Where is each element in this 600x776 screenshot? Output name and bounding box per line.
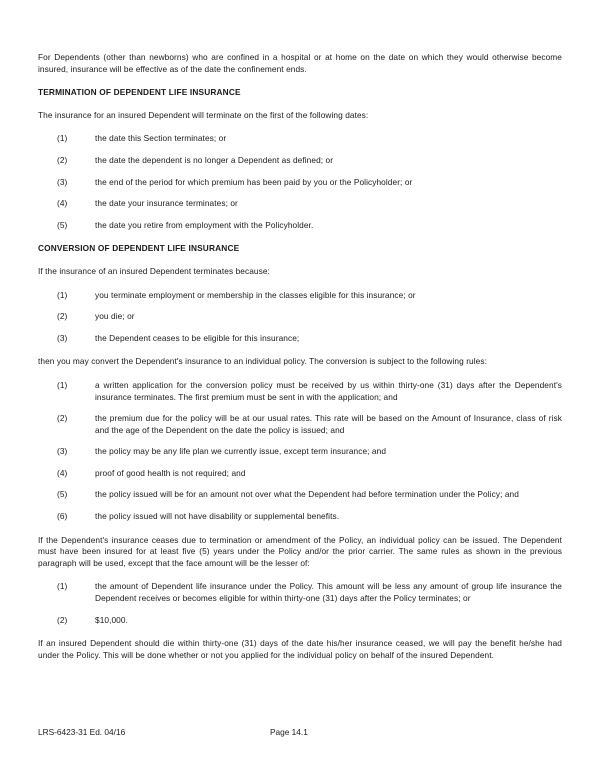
list-item-text: the end of the period for which premium has been paid by you or the Policyholder; or — [95, 176, 413, 187]
page-number: Page 14.1 — [270, 727, 308, 737]
conversion-cause-list — [38, 290, 562, 345]
list-marker: (4) — [57, 467, 68, 478]
termination-list — [38, 133, 562, 231]
conversion-rules-list — [38, 380, 562, 523]
list-item-text: you die; or — [95, 311, 135, 322]
list-item — [57, 220, 562, 232]
list-item — [57, 198, 562, 210]
intro-paragraph: For Dependents (other than newborns) who are confined in a hospital or at home on the date on which they would otherwise become insured, insurance will be effective as of the date the confinement ends. — [38, 52, 562, 74]
closing-paragraph: If an insured Dependent should die within thirty-one (31) days of the date his/her insurance ceased, we will pay the benefit he/she had under the Policy. This will be done whether or not you applied for the individual policy on behalf of the insured Dependent. — [38, 638, 562, 660]
form-number: LRS-6423-31 Ed. 04/16 — [38, 727, 126, 737]
spacer — [38, 344, 562, 356]
list-marker: (6) — [57, 511, 68, 522]
conversion-lead-in: If the insurance of an insured Dependent terminates because: — [38, 265, 270, 276]
list-item-text: $10,000. — [95, 614, 128, 625]
list-item-text: the date your insurance terminates; or — [95, 198, 238, 209]
spacer — [38, 523, 562, 535]
list-item-text: the date the dependent is no longer a Dependent as defined; or — [95, 154, 334, 165]
list-marker: (2) — [57, 413, 68, 424]
list-item — [57, 133, 562, 145]
termination-lead-in: The insurance for an insured Dependent will terminate on the first of the following dates: — [38, 109, 369, 120]
list-marker: (1) — [57, 289, 68, 300]
list-item — [57, 468, 562, 480]
list-item — [57, 581, 562, 604]
list-item-text: the amount of Dependent life insurance under the Policy. This amount will be less any amount of group life insurance the Dependent receives or becomes eligible for within thirty-one (31) days after the Policy terminates; or — [95, 581, 562, 604]
list-marker: (2) — [57, 311, 68, 322]
list-item-text: the policy issued will not have disability or supplemental benefits. — [95, 511, 340, 522]
spacer — [38, 569, 562, 581]
list-item-text: the premium due for the policy will be at our usual rates. This rate will be based on the Amount of Insurance, class of risk and the age of the Dependent on the date the policy is issued; and — [95, 413, 562, 435]
list-item — [57, 155, 562, 167]
spacer — [38, 278, 562, 290]
list-item — [57, 333, 562, 345]
spacer — [38, 121, 562, 133]
conversion-rules-lead-in: then you may convert the Dependent's insurance to an individual policy. The conversion is subject to the following rules: — [38, 356, 487, 367]
list-item-text: the date this Section terminates; or — [95, 133, 227, 144]
list-marker: (3) — [57, 332, 68, 343]
list-marker: (3) — [57, 446, 68, 457]
list-item-text: the policy may be any life plan we currently issue, except term insurance; and — [95, 446, 387, 457]
list-marker: (4) — [57, 198, 68, 209]
amendment-paragraph: If the Dependent's insurance ceases due to termination or amendment of the Policy, an individual policy can be issued. The Dependent must have been insured for at least five (5) years under the Policy and/or the prior carrier. The same rules as shown in the previous paragraph will be used, except that the face amount will be the lesser of: — [38, 534, 562, 568]
list-marker: (1) — [57, 379, 68, 390]
list-item-text: proof of good health is not required; and — [95, 467, 246, 478]
spacer — [38, 255, 562, 266]
list-item — [57, 177, 562, 189]
list-item-text: you terminate employment or membership in the classes eligible for this insurance; or — [95, 289, 416, 300]
list-marker: (1) — [57, 581, 68, 592]
list-item — [57, 446, 562, 458]
spacer — [38, 99, 562, 110]
list-item — [57, 380, 562, 403]
spacer — [38, 231, 562, 243]
termination-section-heading: TERMINATION OF DEPENDENT LIFE INSURANCE — [38, 87, 241, 98]
list-marker: (5) — [57, 219, 68, 230]
list-marker: (5) — [57, 489, 68, 500]
list-marker: (2) — [57, 154, 68, 165]
spacer — [38, 368, 562, 380]
list-item — [57, 311, 562, 323]
list-marker: (1) — [57, 133, 68, 144]
list-item — [57, 489, 562, 501]
document-body — [38, 52, 562, 661]
list-item-text: the date you retire from employment with the Policyholder. — [95, 219, 314, 230]
list-item — [57, 413, 562, 436]
list-marker: (2) — [57, 614, 68, 625]
conversion-section-heading: CONVERSION OF DEPENDENT LIFE INSURANCE — [38, 243, 240, 254]
list-item — [57, 290, 562, 302]
spacer — [38, 75, 562, 87]
list-item — [57, 615, 562, 627]
list-item — [57, 511, 562, 523]
list-item-text: the Dependent ceases to be eligible for this insurance; — [95, 332, 300, 343]
spacer — [38, 626, 562, 638]
face-amount-list — [38, 581, 562, 626]
list-item-text: a written application for the conversion policy must be received by us within thirty-one (31) days after the Dependent's insurance terminates. The first premium must be sent in with the application; and — [95, 379, 562, 402]
list-item-text: the policy issued will be for an amount not over what the Dependent had before termination under the Policy; and — [95, 489, 519, 500]
list-marker: (3) — [57, 176, 68, 187]
